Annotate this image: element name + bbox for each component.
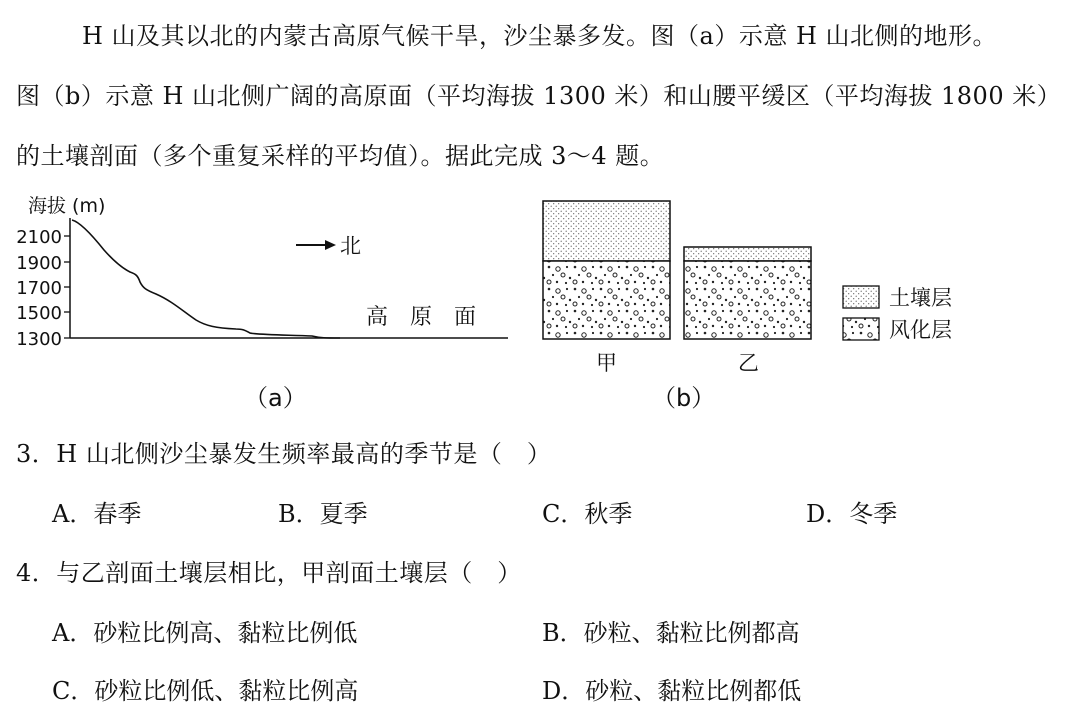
figure-a-ylabel: 海拔 (m) xyxy=(28,195,106,217)
north-arrow-head xyxy=(325,240,336,250)
profile-yi-weathered-layer xyxy=(684,261,811,339)
legend-weathered-swatch xyxy=(843,318,879,340)
question-4-option-a[interactable]: A．砂粒比例高、黏粒比例低 xyxy=(52,619,358,647)
tick-label-1300: 1300 xyxy=(16,329,62,350)
plateau-label: 高 原 面 xyxy=(366,305,477,330)
question-3-stem: 3．H 山北侧沙尘暴发生频率最高的季节是（ ） xyxy=(16,440,552,468)
intro-line-3: 的土壤剖面（多个重复采样的平均值）。据此完成 3～4 题。 xyxy=(16,142,665,170)
question-3-option-d[interactable]: D．冬季 xyxy=(806,500,898,528)
profile-jia-label: 甲 xyxy=(596,351,617,375)
figure-b-caption: （b） xyxy=(652,384,716,412)
intro-line-2: 图（b）示意 H 山北侧广阔的高原面（平均海拔 1300 米）和山腰平缓区（平均海拔 1800 米） xyxy=(16,82,1062,110)
profile-yi-label: 乙 xyxy=(738,351,759,375)
legend-soil-swatch xyxy=(843,286,879,308)
figure-a-caption: （a） xyxy=(244,384,307,412)
question-4-option-b[interactable]: B．砂粒、黏粒比例都高 xyxy=(542,619,800,647)
question-3-option-b[interactable]: B．夏季 xyxy=(278,500,368,528)
question-3-option-c[interactable]: C．秋季 xyxy=(542,500,633,528)
legend-weathered-label: 风化层 xyxy=(889,318,952,342)
profile-yi-soil-layer xyxy=(684,247,811,261)
figure-a xyxy=(16,195,508,412)
tick-label-2100: 2100 xyxy=(16,227,62,248)
question-3-option-a[interactable]: A．春季 xyxy=(52,500,142,528)
tick-label-1900: 1900 xyxy=(16,253,62,274)
terrain-profile xyxy=(72,220,340,338)
north-label: 北 xyxy=(340,234,361,258)
figure-a-ticks xyxy=(64,236,70,338)
figure-b xyxy=(543,201,952,412)
legend-soil-label: 土壤层 xyxy=(889,286,952,310)
question-4-option-c[interactable]: C．砂粒比例低、黏粒比例高 xyxy=(52,677,359,705)
question-4-stem: 4．与乙剖面土壤层相比，甲剖面土壤层（ ） xyxy=(16,559,522,587)
tick-label-1700: 1700 xyxy=(16,278,62,299)
tick-label-1500: 1500 xyxy=(16,303,62,324)
question-4-option-d[interactable]: D．砂粒、黏粒比例都低 xyxy=(542,677,802,705)
profile-jia-soil-layer xyxy=(543,201,670,261)
profile-jia-weathered-layer xyxy=(543,261,670,339)
intro-line-1: H 山及其以北的内蒙古高原气候干旱，沙尘暴多发。图（a）示意 H 山北侧的地形。 xyxy=(82,22,998,50)
